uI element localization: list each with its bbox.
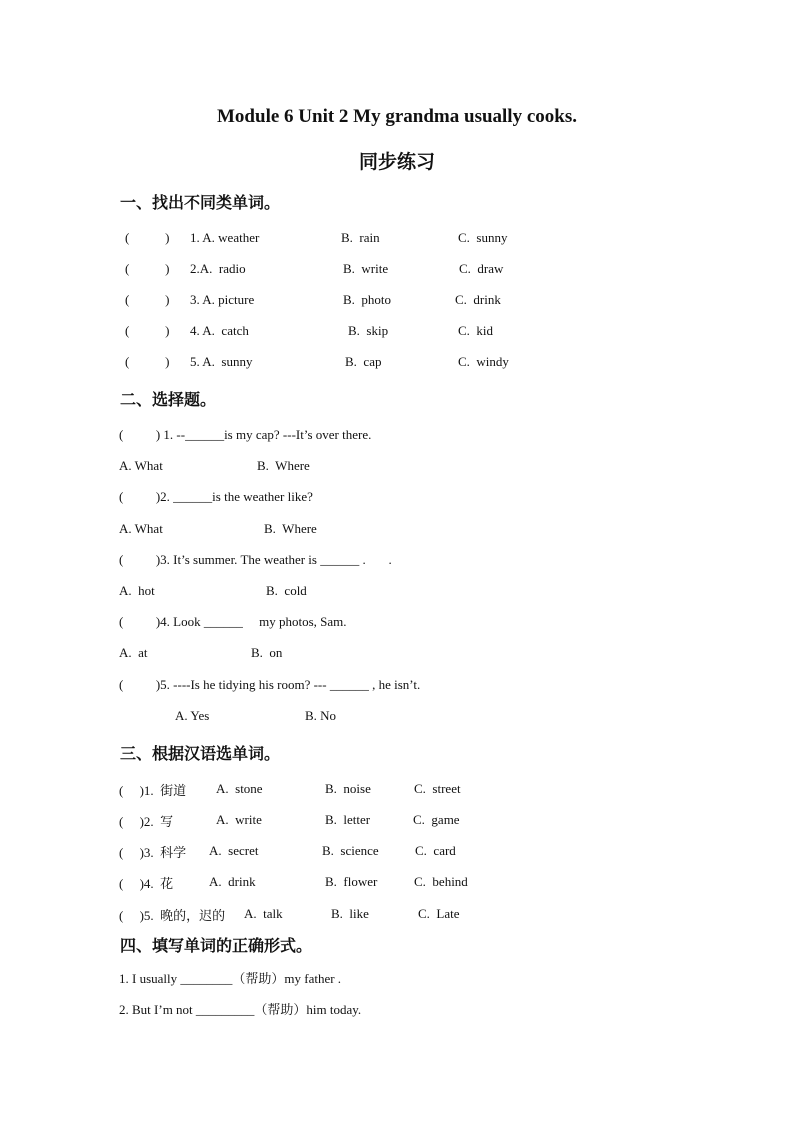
answer-blank[interactable]: ( ) — [125, 230, 170, 245]
answer-blank[interactable]: ( ) — [125, 354, 170, 369]
option-a: 5. A. sunny — [190, 354, 253, 369]
option-b: B. Where — [264, 521, 317, 536]
option-b: B. cap — [345, 354, 382, 369]
option-b: B. noise — [325, 781, 371, 796]
option-a: A. write — [216, 812, 262, 827]
option-b: B. rain — [341, 230, 380, 245]
option-c: C. street — [414, 781, 461, 796]
question-5: ( )5. ----Is he tidying his room? --- ______ , he isn’t. — [119, 677, 421, 692]
option-c: C. game — [413, 812, 460, 827]
option-b: B. like — [331, 906, 369, 921]
section4-heading: 四、填写单词的正确形式。 — [120, 936, 313, 955]
option-b: B. photo — [343, 292, 392, 307]
option-b: B. letter — [325, 812, 371, 827]
option-a: A. What — [119, 521, 163, 536]
option-b: B. No — [305, 708, 337, 723]
option-a: A. stone — [216, 781, 263, 796]
option-c: C. draw — [459, 261, 504, 276]
section1-heading: 一、找出不同类单词。 — [120, 193, 281, 212]
answer-blank[interactable]: ( ) — [125, 261, 170, 276]
option-c: C. behind — [414, 874, 468, 889]
question-3: ( )3. It’s summer. The weather is ______ . . — [119, 552, 392, 567]
option-c: C. windy — [458, 354, 509, 369]
option-a: A. Yes — [175, 708, 210, 723]
option-c: C. card — [415, 843, 456, 858]
question-lead: ( )2. 写 — [119, 814, 174, 829]
question-lead: ( )1. 街道 — [119, 783, 187, 798]
option-b: B. on — [251, 645, 283, 660]
section3-heading: 三、根据汉语选单词。 — [120, 744, 281, 763]
option-b: B. skip — [348, 323, 389, 338]
option-a: A. talk — [244, 906, 283, 921]
page-title: Module 6 Unit 2 My grandma usually cooks. — [217, 106, 577, 127]
option-a: A. secret — [209, 843, 259, 858]
option-b: B. science — [322, 843, 379, 858]
option-a: A. What — [119, 458, 163, 473]
question-4: ( )4. Look ______ my photos, Sam. — [119, 614, 347, 629]
question-lead: ( )4. 花 — [119, 876, 174, 891]
option-b: B. cold — [266, 583, 307, 598]
option-c: C. kid — [458, 323, 494, 338]
option-c: C. sunny — [458, 230, 508, 245]
section2-heading: 二、选择题。 — [120, 390, 217, 409]
option-c: C. Late — [418, 906, 460, 921]
question-lead: ( )3. 科学 — [119, 845, 187, 860]
option-a: A. hot — [119, 583, 155, 598]
option-b: B. Where — [257, 458, 310, 473]
answer-blank[interactable]: ( ) — [125, 323, 170, 338]
question-2: ( )2. ______is the weather like? — [119, 489, 313, 504]
answer-blank[interactable]: ( ) — [125, 292, 170, 307]
option-a: 2.A. radio — [190, 261, 246, 276]
option-a: 3. A. picture — [190, 292, 255, 307]
option-a: A. at — [119, 645, 148, 660]
option-a: A. drink — [209, 874, 256, 889]
question-lead: ( )5. 晚的，迟的 — [119, 908, 226, 923]
option-b: B. flower — [325, 874, 378, 889]
option-a: 1. A. weather — [190, 230, 260, 245]
option-c: C. drink — [455, 292, 501, 307]
fill-line-2: 2. But I’m not _________（帮助）him today. — [119, 1002, 362, 1017]
option-a: 4. A. catch — [190, 323, 249, 338]
question-1: ( ) 1. --______is my cap? ---It’s over there. — [119, 427, 372, 442]
page-subtitle: 同步练习 — [358, 151, 435, 173]
option-b: B. write — [343, 261, 389, 276]
fill-line-1: 1. I usually ________（帮助）my father . — [119, 971, 342, 986]
